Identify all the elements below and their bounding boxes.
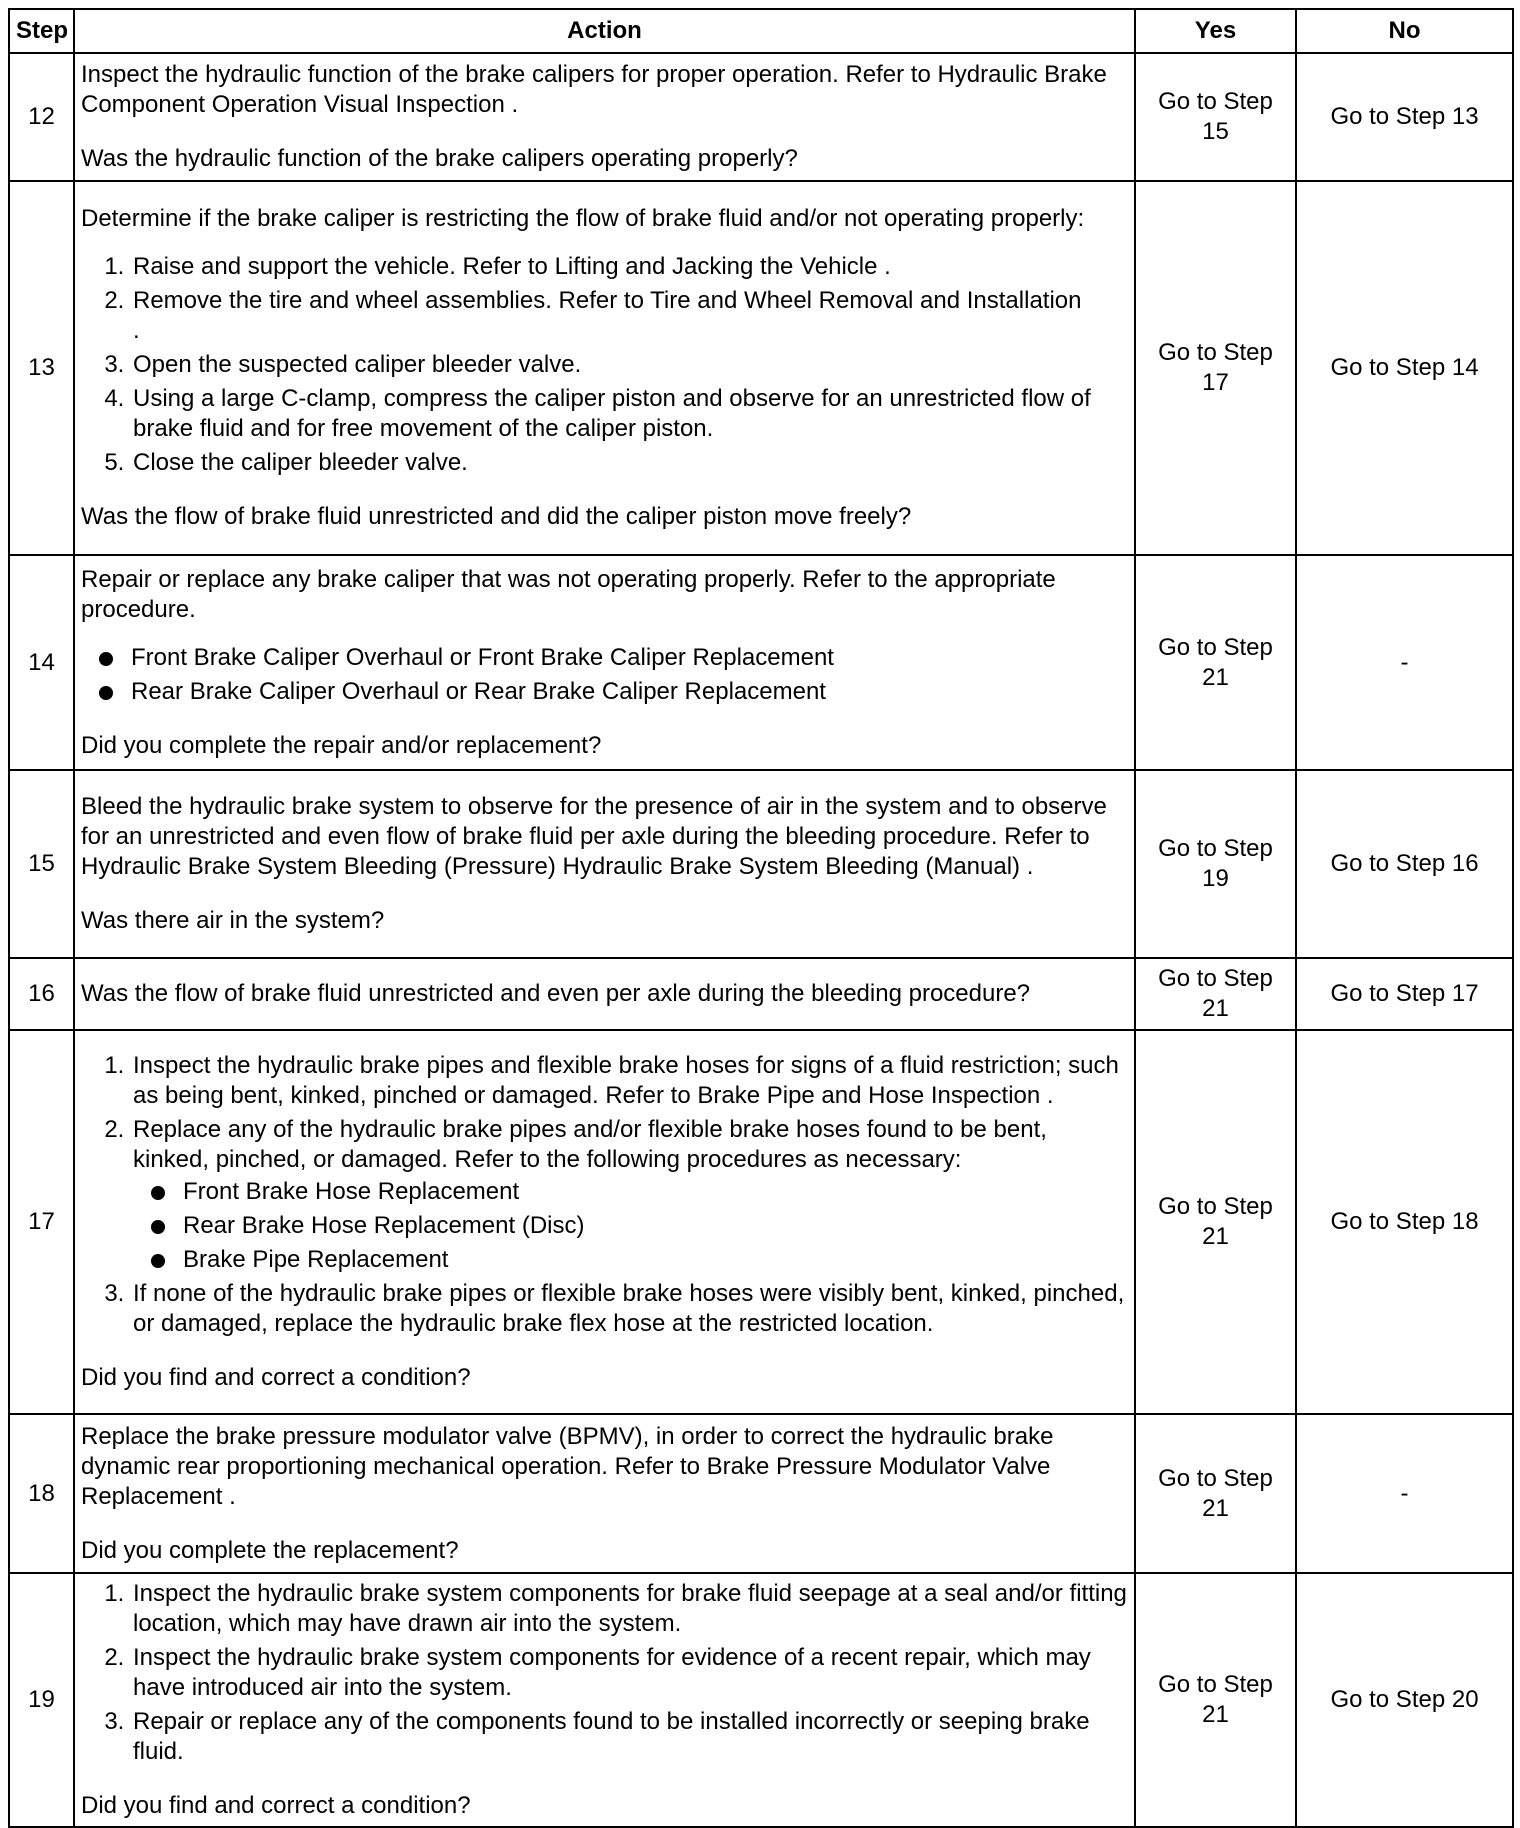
procedure-list	[81, 1579, 1134, 1767]
yes-result: Go to Step 21	[1135, 555, 1296, 770]
step-number: 19	[9, 1573, 74, 1827]
action-cell	[74, 1573, 1135, 1827]
procedure-list	[81, 252, 1128, 478]
action-cell	[74, 555, 1135, 770]
list-item: 5. Close the caliper bleeder valve.	[131, 448, 1128, 478]
action-cell	[74, 770, 1135, 958]
action-intro: Bleed the hydraulic brake system to observe for the presence of air in the system and to observe for an unrestricted and even flow of brake fluid per axle during the bleeding procedure. Refer to Hydraulic Brake System Bleeding (Pressure) Hydraulic Brake System Bleeding (Manual) .	[81, 793, 1114, 880]
action-cell	[74, 53, 1135, 181]
list-item: Rear Brake Hose Replacement (Disc)	[133, 1211, 1128, 1241]
bullet-list	[81, 643, 1128, 707]
header-yes: Yes	[1135, 9, 1296, 53]
list-item: 3. Open the suspected caliper bleeder valve.	[131, 350, 1128, 380]
action-cell	[74, 958, 1135, 1030]
yes-result: Go to Step 21	[1135, 1414, 1296, 1573]
bullet-icon	[151, 1186, 165, 1200]
header-no: No	[1296, 9, 1513, 53]
table-row	[9, 1573, 1513, 1827]
action-question: Did you find and correct a condition?	[81, 1364, 471, 1391]
list-item: Brake Pipe Replacement	[133, 1245, 1128, 1275]
list-item: 3. If none of the hydraulic brake pipes or flexible brake hoses were visibly bent, kinked, pinched, or damaged, replace the hydraulic brake flex hose at the restricted location.	[131, 1279, 1128, 1339]
bullet-icon	[99, 652, 113, 666]
list-item: Rear Brake Caliper Overhaul or Rear Brake Caliper Replacement	[81, 677, 1128, 707]
yes-result: Go to Step 17	[1135, 181, 1296, 555]
action-intro: Replace the brake pressure modulator valve (BPMV), in order to correct the hydraulic brake dynamic rear proportioning mechanical operation. Refer to Brake Pressure Modulator Valve Replacement .	[81, 1422, 1061, 1510]
action-question: Was the hydraulic function of the brake calipers operating properly?	[81, 145, 798, 172]
action-question: Was the flow of brake fluid unrestricted and did the caliper piston move freely?	[81, 503, 912, 530]
bullet-list	[133, 1177, 1128, 1275]
step-number: 16	[9, 958, 74, 1030]
action-intro: Inspect the hydraulic function of the brake calipers for proper operation. Refer to Hydraulic Brake Component Operation Visual Inspection .	[81, 61, 1114, 118]
step-number: 15	[9, 770, 74, 958]
bullet-icon	[151, 1254, 165, 1268]
yes-result: Go to Step 21	[1135, 1573, 1296, 1827]
step-number: 17	[9, 1030, 74, 1414]
action-question: Was there air in the system?	[81, 907, 385, 934]
table-row	[9, 181, 1513, 555]
action-question: Did you complete the replacement?	[81, 1536, 459, 1564]
step-number: 14	[9, 555, 74, 770]
yes-result: Go to Step 21	[1135, 958, 1296, 1030]
no-result: Go to Step 20	[1296, 1573, 1513, 1827]
action-cell	[74, 181, 1135, 555]
list-item: 4. Using a large C-clamp, compress the caliper piston and observe for an unrestricted flow of brake fluid and for free movement of the caliper piston.	[131, 384, 1128, 444]
table-row	[9, 1414, 1513, 1573]
list-item: Front Brake Hose Replacement	[133, 1177, 1128, 1207]
action-intro: Determine if the brake caliper is restricting the flow of brake fluid and/or not operating properly:	[81, 205, 1085, 232]
no-result: Go to Step 14	[1296, 181, 1513, 555]
action-question: Was the flow of brake fluid unrestricted and even per axle during the bleeding procedure?	[81, 980, 1031, 1007]
procedure-list	[81, 1051, 1131, 1339]
list-item: 1. Raise and support the vehicle. Refer to Lifting and Jacking the Vehicle .	[131, 252, 1128, 282]
no-result: Go to Step 17	[1296, 958, 1513, 1030]
yes-result: Go to Step 15	[1135, 53, 1296, 181]
list-item: Front Brake Caliper Overhaul or Front Brake Caliper Replacement	[81, 643, 1128, 673]
list-item: 3. Repair or replace any of the components found to be installed incorrectly or seeping brake fluid.	[131, 1707, 1128, 1767]
list-item: 1. Inspect the hydraulic brake pipes and flexible brake hoses for signs of a fluid restriction; such as being bent, kinked, pinched or damaged. Refer to Brake Pipe and Hose Inspection .	[131, 1051, 1128, 1111]
table-row	[9, 770, 1513, 958]
header-step: Step	[9, 9, 74, 53]
step-number: 18	[9, 1414, 74, 1573]
no-result: Go to Step 18	[1296, 1030, 1513, 1414]
header-action: Action	[74, 9, 1135, 53]
step-number: 13	[9, 181, 74, 555]
list-item: 1. Inspect the hydraulic brake system components for brake fluid seepage at a seal and/or fitting location, which may have drawn air into the system.	[131, 1579, 1128, 1639]
bullet-icon	[151, 1220, 165, 1234]
table-row	[9, 958, 1513, 1030]
action-question: Did you complete the repair and/or replacement?	[81, 731, 602, 759]
table-row	[9, 555, 1513, 770]
list-item: 2. Replace any of the hydraulic brake pipes and/or flexible brake hoses found to be bent, kinked, pinched, or damaged. Refer to the following procedures as necessary: Front Brake Hose Replacement Rear Brake Hose Replacement (Disc) Brake Pipe Replacement	[131, 1115, 1128, 1275]
bullet-icon	[99, 686, 113, 700]
yes-result: Go to Step 19	[1135, 770, 1296, 958]
action-intro: Repair or replace any brake caliper that was not operating properly. Refer to the appropriate procedure.	[81, 565, 1063, 623]
action-question: Did you find and correct a condition?	[81, 1792, 471, 1819]
action-cell	[74, 1030, 1135, 1414]
step-number: 12	[9, 53, 74, 181]
list-item: 2. Inspect the hydraulic brake system components for evidence of a recent repair, which may have introduced air into the system.	[131, 1643, 1128, 1703]
action-cell	[74, 1414, 1135, 1573]
no-result: -	[1296, 555, 1513, 770]
table-row	[9, 1030, 1513, 1414]
list-item: 2. Remove the tire and wheel assemblies. Refer to Tire and Wheel Removal and Installation .	[131, 286, 1128, 346]
no-result: -	[1296, 1414, 1513, 1573]
no-result: Go to Step 13	[1296, 53, 1513, 181]
diagnostic-table	[8, 8, 1514, 1828]
no-result: Go to Step 16	[1296, 770, 1513, 958]
yes-result: Go to Step 21	[1135, 1030, 1296, 1414]
header-row	[9, 9, 1513, 53]
table-row	[9, 53, 1513, 181]
